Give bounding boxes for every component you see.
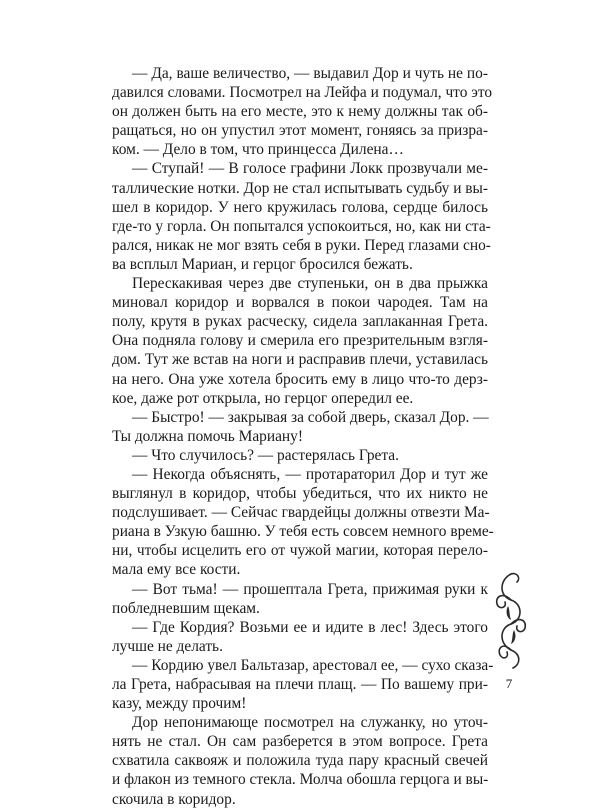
page-number: 7 [505, 676, 513, 691]
text-line: — Некогда объяснять, — протараторил Дор и тут же [132, 465, 488, 483]
paragraph [112, 465, 494, 580]
text-line: давился словами. Посмотрел на Лейфа и подумал, что это [112, 84, 493, 102]
text-line: ла Грета, набрасывая на плечи плащ. — По вашему при- [112, 676, 488, 693]
text-line: Она подняла голову и смерила его презрительным взгля- [112, 332, 488, 350]
text-line: Ты должна помочь Мариану! [112, 427, 303, 445]
text-line: Дор непонимающе посмотрел на служанку, но уточ- [132, 714, 488, 732]
paragraph [112, 580, 488, 618]
text-line: где-то у горла. Он попытался успокоиться, но, как ни ста- [112, 217, 491, 235]
text-line: выглянул в коридор, чтобы убедиться, что их никто не [112, 485, 488, 503]
paragraph [112, 656, 494, 713]
text-line: Перескакивая через две ступеньки, он в два прыжка [132, 275, 488, 293]
text-line: — Что случилось? — растерялась Грета. [132, 446, 399, 464]
paragraph [112, 159, 491, 274]
flourish-ornament-icon [491, 570, 531, 670]
text-line: схватила саквояж и положила туда пару красный свечей [112, 752, 488, 770]
paragraph [112, 408, 488, 446]
text-line: подслушивает. — Сейчас гвардейцы должны отвезти Ма- [112, 504, 490, 522]
text-line: таллические нотки. Дор не стал испытывать судьбу и вы- [112, 179, 489, 197]
paragraph [112, 713, 488, 808]
text-line: ни, чтобы исцелить его от чужой магии, которая перело- [112, 542, 488, 560]
text-line: рался, никак не мог взять себя в руки. Перед глазами сно- [112, 236, 491, 254]
text-line: казу, между прочим! [112, 695, 247, 713]
text-line: — Быстро! — закрывая за собой дверь, сказал Дор. — [132, 408, 489, 426]
paragraph [112, 446, 488, 465]
text-line: побледневшим щекам. [112, 599, 260, 617]
text-line: лучше не делать. [112, 637, 223, 655]
text-line: и флакон из темного стекла. Молча обошла герцога и вы- [112, 771, 489, 789]
text-line: мала ему все кости. [112, 561, 241, 579]
text-line: — Вот тьма! — прошептала Грета, прижимая руки к [132, 580, 488, 598]
paragraph [112, 64, 493, 159]
text-line: шел в коридор. У него кружилась голова, сердце билось [112, 198, 488, 216]
paragraph [112, 274, 488, 408]
text-line: ращаться, но он упустил этот момент, гоняясь за призра- [112, 122, 488, 140]
text-line: нять не стал. Он сам разберется в этом вопросе. Грета [112, 733, 488, 751]
text-line: кое, даже рот открыла, но герцог опередил ее. [112, 389, 414, 407]
text-line: — Кордию увел Бальтазар, арестовал ее, — сухо сказа- [132, 656, 494, 674]
text-line: он должен быть на его месте, это к нему должны так об- [112, 103, 488, 121]
paragraph [112, 618, 488, 656]
text-line: — Да, ваше величество, — выдавил Дор и чуть не по- [132, 65, 488, 82]
text-line: скочила в коридор. [112, 790, 236, 808]
text-line: ва всплыл Мариан, и герцог бросился бежать. [112, 255, 413, 273]
page-text [112, 64, 494, 809]
text-line: полу, крутя в руках расческу, сидела заплаканная Грета. [112, 313, 488, 331]
text-line: — Ступай! — В голосе графини Локк прозвучали ме- [132, 160, 488, 178]
text-line: на него. Она уже хотела бросить ему в лицо что-то дерз- [112, 370, 488, 388]
text-line: — Где Кордия? Возьми ее и идите в лес! Здесь этого [132, 618, 488, 636]
text-line: риана в Узкую башню. У тебя есть совсем немного време- [112, 523, 494, 541]
text-line: миновал коридор и ворвался в покои чародея. Там на [112, 294, 488, 312]
text-line: ком. — Дело в том, что принцесса Дилена… [112, 141, 404, 159]
text-line: дом. Тут же встав на ноги и расправив плечи, уставилась [112, 351, 488, 369]
